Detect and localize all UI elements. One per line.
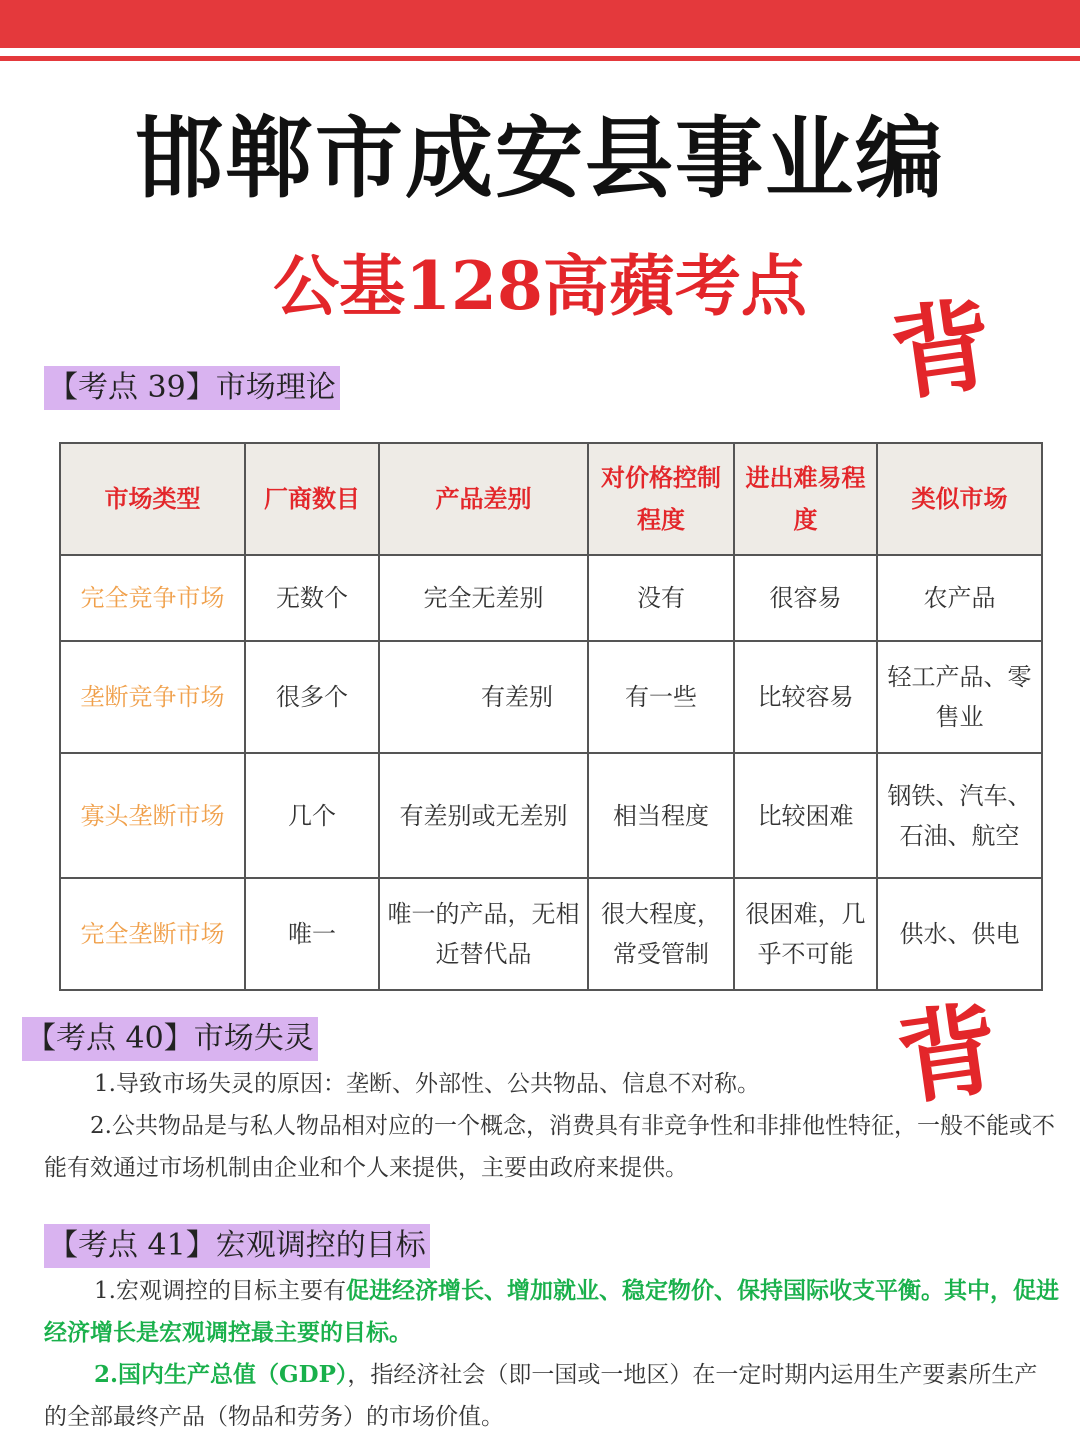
table-cell: 几个 xyxy=(245,753,379,878)
page-subtitle: 公基128高蘋考点 xyxy=(273,247,807,325)
table-header: 进出难易程度 xyxy=(734,443,877,555)
section-heading-39: 【考点 39】市场理论 xyxy=(44,366,340,410)
top-red-line xyxy=(0,56,1080,61)
table-cell: 轻工产品、零售业 xyxy=(877,641,1042,753)
table-cell: 比较容易 xyxy=(734,641,877,753)
table-row xyxy=(60,555,1042,641)
paragraph-41-1-prefix: 1.宏观调控的目标主要有 xyxy=(94,1278,346,1304)
page-title: 邯郸市成安县事业编 xyxy=(134,107,945,210)
table-row xyxy=(60,753,1042,878)
paragraph-41-2-highlight: 2.国内生产总值（GDP） xyxy=(94,1361,348,1388)
table-header: 类似市场 xyxy=(877,443,1042,555)
table-cell: 垄断竞争市场 xyxy=(60,641,245,753)
table-header: 厂商数目 xyxy=(245,443,379,555)
table-header: 产品差别 xyxy=(379,443,588,555)
memorize-stamp-2: 背 xyxy=(890,988,1006,1120)
table-cell: 寡头垄断市场 xyxy=(60,753,245,878)
table-cell: 唯一的产品，无相近替代品 xyxy=(379,878,588,990)
paragraph-40-2: 2.公共物品是与私人物品相对应的一个概念，消费具有非竞争性和非排他性特征，一般不能或不能有效通过市场机制由企业和个人来提供，主要由政府来提供。 xyxy=(44,1113,1055,1181)
table-cell: 农产品 xyxy=(877,555,1042,641)
top-red-bar xyxy=(0,0,1080,48)
table-cell: 完全竞争市场 xyxy=(60,555,245,641)
table-cell: 钢铁、汽车、石油、航空 xyxy=(877,753,1042,878)
table-cell: 很容易 xyxy=(734,555,877,641)
paragraph-41-2-rest: ，指经济社会（即一国或一地区）在一定时期内运用生产要素所生产的全部最终产品（物品和劳务）的市场价值。 xyxy=(44,1362,1038,1430)
table-cell: 有差别或无差别 xyxy=(379,753,588,878)
table-row xyxy=(60,641,1042,753)
table-header: 市场类型 xyxy=(60,443,245,555)
table-cell: 无数个 xyxy=(245,555,379,641)
paragraph-41-1-highlight: 促进经济增长、增加就业、稳定物价、保持国际收支平衡。其中，促进经济增长是宏观调控最主要的目标。 xyxy=(44,1277,1059,1346)
table-cell: 唯一 xyxy=(245,878,379,990)
table-cell: 很大程度，常受管制 xyxy=(588,878,734,990)
paragraph-41-2 xyxy=(44,1354,1060,1438)
market-theory-table xyxy=(59,442,1043,991)
table-cell: 没有 xyxy=(588,555,734,641)
paragraph-40-1: 1.导致市场失灵的原因：垄断、外部性、公共物品、信息不对称。 xyxy=(94,1071,760,1097)
table-cell: 有一些 xyxy=(588,641,734,753)
table-header: 对价格控制程度 xyxy=(588,443,734,555)
table-cell: 完全无差别 xyxy=(379,555,588,641)
table-cell: 很多个 xyxy=(245,641,379,753)
memorize-stamp-1: 背 xyxy=(884,284,1000,416)
table-cell: 比较困难 xyxy=(734,753,877,878)
table-cell: 很困难，几乎不可能 xyxy=(734,878,877,990)
section-heading-41: 【考点 41】宏观调控的目标 xyxy=(44,1224,430,1268)
table-header-row xyxy=(60,443,1042,555)
paragraph-41-1 xyxy=(44,1270,1060,1354)
table-cell: 完全垄断市场 xyxy=(60,878,245,990)
section-heading-40: 【考点 40】市场失灵 xyxy=(22,1017,318,1061)
table-row xyxy=(60,878,1042,990)
table-cell: 有差别 xyxy=(379,641,588,753)
table-cell: 供水、供电 xyxy=(877,878,1042,990)
table-cell: 相当程度 xyxy=(588,753,734,878)
